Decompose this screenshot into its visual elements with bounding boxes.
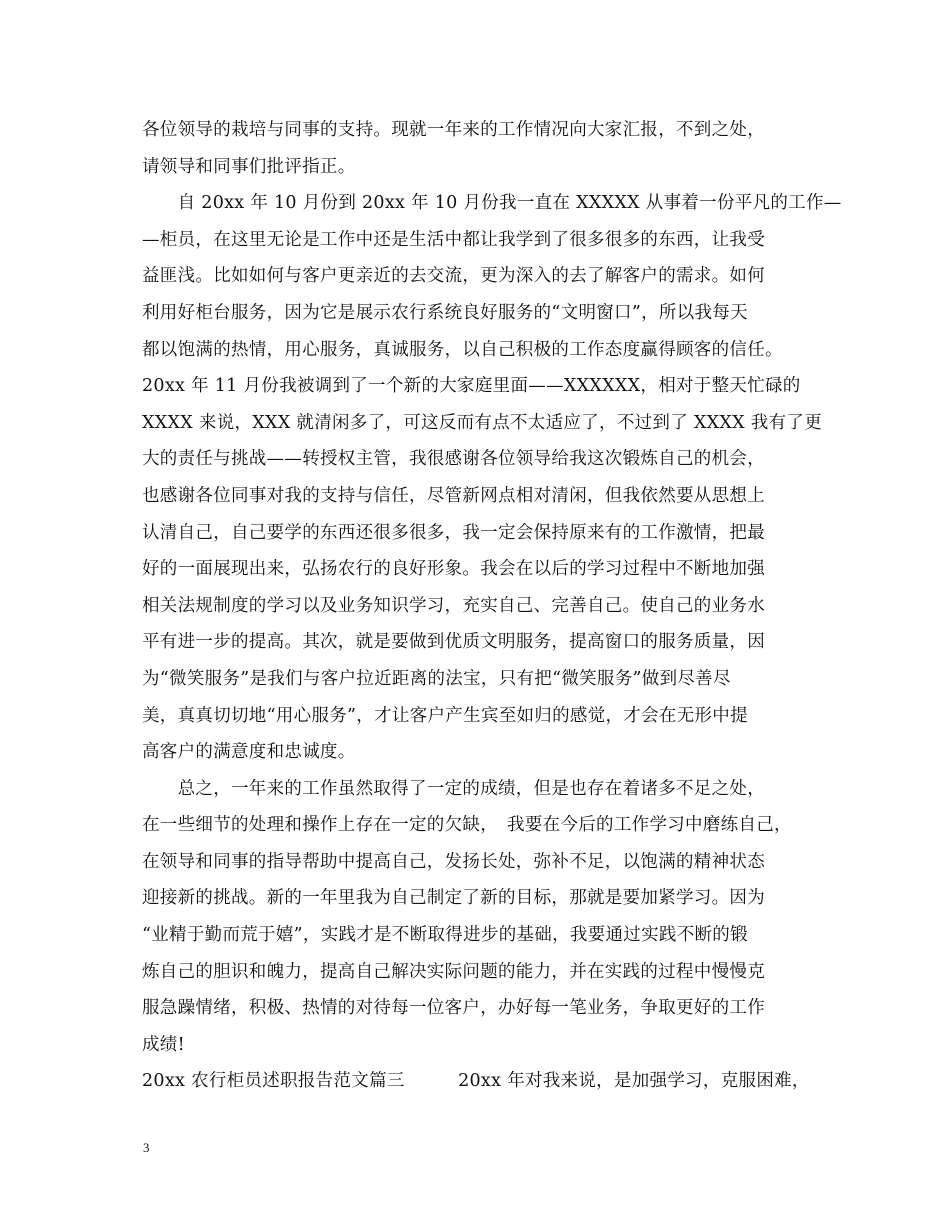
text-line: 各位领导的栽培与同事的支持。现就一年来的工作情况向大家汇报，不到之处， <box>142 120 765 140</box>
text-line: XXXX 来说，XXX 就清闲多了，可这反而有点不太适应了，不过到了 XXXX 我有了更 <box>142 412 822 433</box>
text-line: 美，真真切切地“用心服务”，才让客户产生宾至如归的感觉，才会在无形中提 <box>142 705 748 726</box>
text-line: 高客户的满意度和忠诚度。 <box>142 742 356 763</box>
text-line: 20xx 年 11 月份我被调到了一个新的大家庭里面——XXXXXX，相对于整天忙碌的 <box>142 376 801 397</box>
text-line: “业精于勤而荒于嬉”，实践才是不断取得进步的基础，我要通过实践不断的锻 <box>142 925 748 946</box>
text-line: 迎接新的挑战。新的一年里我为自己制定了新的目标，那就是要加紧学习。因为 <box>142 888 765 909</box>
text-line: 为“微笑服务”是我们与客户拉近距离的法宝，只有把“微笑服务”做到尽善尽 <box>142 668 731 689</box>
text-line: 20xx 农行柜员述职报告范文篇三 20xx 年对我来说，是加强学习，克服困难， <box>142 1071 810 1092</box>
text-line: 利用好柜台服务，因为它是展示农行系统良好服务的“文明窗口”，所以我每天 <box>142 302 748 323</box>
text-line: 炼自己的胆识和魄力，提高自己解决实际问题的能力，并在实践的过程中慢慢克 <box>142 961 765 982</box>
text-line: 好的一面展现出来，弘扬农行的良好形象。我会在以后的学习过程中不断地加强 <box>142 559 765 580</box>
body-text <box>142 112 842 1100</box>
text-line: 益匪浅。比如如何与客户更亲近的去交流，更为深入的去了解客户的需求。如何 <box>142 266 765 287</box>
text-line: 都以饱满的热情，用心服务，真诚服务，以自己积极的工作态度赢得顾客的信任。 <box>142 339 783 360</box>
text-line: 成绩! <box>142 1034 185 1055</box>
text-line: 自 20xx 年 10 月份到 20xx 年 10 月份我一直在 XXXXX 从事着一份平凡的工作— <box>142 193 842 214</box>
text-line: 总之，一年来的工作虽然取得了一定的成绩，但是也存在着诸多不足之处， <box>142 778 765 799</box>
text-line: 大的责任与挑战——转授权主管，我很感谢各位领导给我这次锻炼自己的机会， <box>142 449 765 470</box>
text-line: 相关法规制度的学习以及业务知识学习，充实自己、完善自己。使自己的业务水 <box>142 595 765 616</box>
text-line: 也感谢各位同事对我的支持与信任，尽管新网点相对清闲，但我依然要从思想上 <box>142 485 765 506</box>
text-line: 平有进一步的提高。其次，就是要做到优质文明服务，提高窗口的服务质量，因 <box>142 632 765 653</box>
text-line: 认清自己，自己要学的东西还很多很多，我一定会保持原来有的工作激情，把最 <box>142 522 765 543</box>
text-line: 在一些细节的处理和操作上存在一定的欠缺， 我要在今后的工作学习中磨练自己， <box>142 815 792 836</box>
text-line: —柜员，在这里无论是工作中还是生活中都让我学到了很多很多的东西，让我受 <box>142 229 765 250</box>
text-line: 请领导和同事们批评指正。 <box>142 156 356 177</box>
text-line: 服急躁情绪，积极、热情的对待每一位客户，办好每一笔业务，争取更好的工作 <box>142 998 765 1019</box>
text-line: 在领导和同事的指导帮助中提高自己，发扬长处，弥补不足，以饱满的精神状态 <box>142 851 765 872</box>
page-number: 3 <box>143 1140 150 1155</box>
